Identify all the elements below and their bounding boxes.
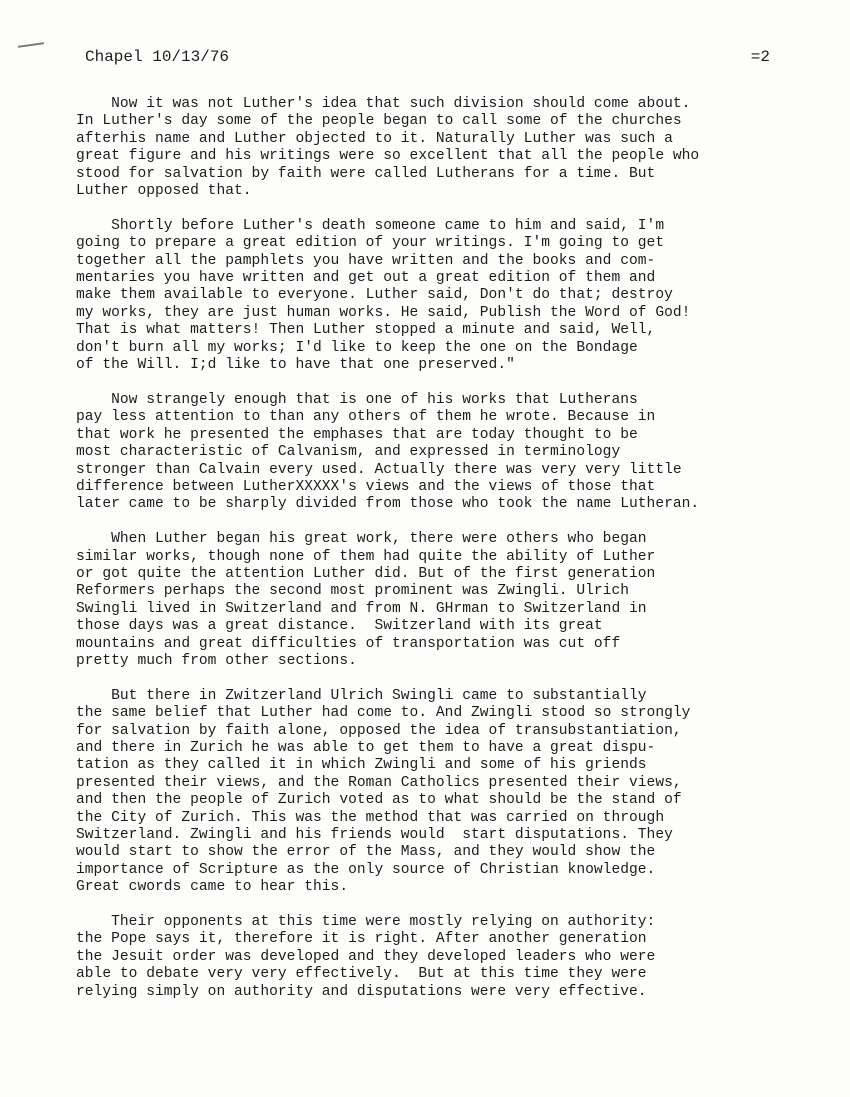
paragraph-4 xyxy=(76,531,811,670)
text-line: those days was a great distance. Switzerland with its great xyxy=(76,618,603,635)
text-line: difference between LutherXXXXX's views and the views of those that xyxy=(76,478,656,495)
page-number: =2 xyxy=(750,48,770,66)
paragraph-5 xyxy=(76,688,811,897)
text-line: great figure and his writings were so excellent that all the people who xyxy=(76,148,700,165)
text-line: Luther opposed that. xyxy=(76,183,252,200)
text-line: Now strangely enough that is one of his works that Lutherans xyxy=(76,391,638,408)
text-line: of the Will. I;d like to have that one preserved." xyxy=(76,357,515,374)
text-line: In Luther's day some of the people began to call some of the churches xyxy=(76,113,682,130)
text-line: and then the people of Zurich voted as to what should be the stand of xyxy=(76,792,682,809)
text-line: presented their views, and the Roman Catholics presented their views, xyxy=(76,774,682,791)
text-line: most characteristic of Calvanism, and expressed in terminology xyxy=(76,444,621,461)
body-text xyxy=(76,96,811,1018)
text-line: Switzerland. Zwingli and his friends would start disputations. They xyxy=(76,827,673,843)
text-line: the same belief that Luther had come to. And Zwingli stood so strongly xyxy=(76,705,691,722)
text-line: mountains and great difficulties of transportation was cut off xyxy=(76,635,621,652)
pen-mark xyxy=(18,42,44,48)
text-line: don't burn all my works; I'd like to keep the one on the Bondage xyxy=(76,339,638,356)
text-line: the Pope says it, therefore it is right. After another generation xyxy=(76,931,647,948)
paragraph-2 xyxy=(76,218,811,375)
text-line: that work he presented the emphases that are today thought to be xyxy=(76,426,638,443)
paragraph-1 xyxy=(76,96,811,200)
text-line: Shortly before Luther's death someone came to him and said, I'm xyxy=(76,217,665,234)
paragraph-3 xyxy=(76,392,811,514)
page-header xyxy=(85,48,770,70)
text-line: Now it was not Luther's idea that such division should come about. xyxy=(76,96,691,112)
text-line: mentaries you have written and get out a great edition of them and xyxy=(76,270,656,287)
text-line: and there in Zurich he was able to get them to have a great dispu- xyxy=(76,739,656,756)
text-line: stronger than Calvain every used. Actually there was very very little xyxy=(76,461,682,478)
text-line: Great cwords came to hear this. xyxy=(76,879,349,896)
text-line: Their opponents at this time were mostly relying on authority: xyxy=(76,914,656,931)
text-line: Swingli lived in Switzerland and from N. GHrman to Switzerland in xyxy=(76,600,647,617)
text-line: similar works, though none of them had quite the ability of Luther xyxy=(76,548,656,565)
text-line: make them available to everyone. Luther said, Don't do that; destroy xyxy=(76,287,673,304)
text-line: pay less attention to than any others of them he wrote. Because in xyxy=(76,409,656,426)
text-line: for salvation by faith alone, opposed the idea of transubstantiation, xyxy=(76,722,682,739)
text-line: tation as they called it in which Zwingli and some of his griends xyxy=(76,757,647,774)
header-title: Chapel 10/13/76 xyxy=(85,48,230,66)
text-line: relying simply on authority and disputations were very effective. xyxy=(76,983,647,1000)
text-line: afterhis name and Luther objected to it. Naturally Luther was such a xyxy=(76,130,673,147)
text-line: Reformers perhaps the second most prominent was Zwingli. Ulrich xyxy=(76,583,629,600)
text-line: When Luther began his great work, there were others who began xyxy=(76,531,647,548)
text-line: the City of Zurich. This was the method that was carried on through xyxy=(76,809,665,826)
text-line: But there in Zwitzerland Ulrich Swingli came to substantially xyxy=(76,687,647,704)
text-line: importance of Scripture as the only source of Christian knowledge. xyxy=(76,861,656,878)
text-line: the Jesuit order was developed and they developed leaders who were xyxy=(76,948,656,965)
text-line: going to prepare a great edition of your writings. I'm going to get xyxy=(76,235,665,252)
text-line: or got quite the attention Luther did. But of the first generation xyxy=(76,565,656,582)
text-line: That is what matters! Then Luther stopped a minute and said, Well, xyxy=(76,322,656,339)
text-line: able to debate very very effectively. But at this time they were xyxy=(76,966,647,983)
text-line: together all the pamphlets you have written and the books and com- xyxy=(76,252,656,269)
paragraph-6 xyxy=(76,914,811,1001)
text-line: stood for salvation by faith were called Lutherans for a time. But xyxy=(76,165,656,182)
text-line: pretty much from other sections. xyxy=(76,652,357,669)
text-line: later came to be sharply divided from those who took the name Lutheran. xyxy=(76,496,700,513)
text-line: my works, they are just human works. He said, Publish the Word of God! xyxy=(76,304,691,321)
text-line: would start to show the error of the Mass, and they would show the xyxy=(76,844,656,861)
